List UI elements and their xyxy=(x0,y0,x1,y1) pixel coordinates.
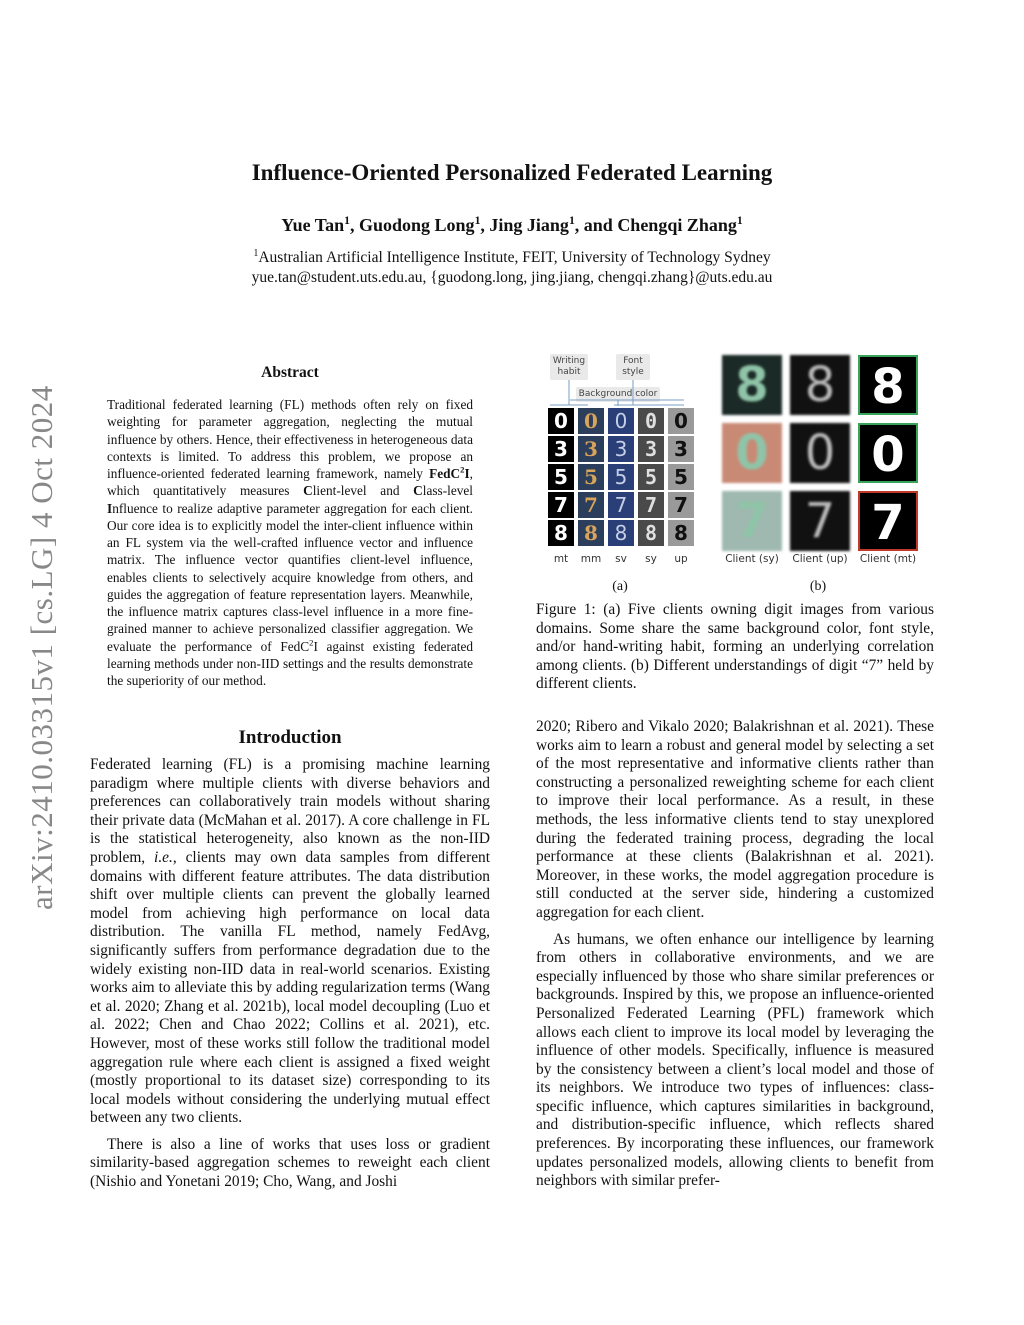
para-part: , clients may own data samples from different domains with different feature attributes. The data distribution shift over multiple clients can prevent the globally learned model from achieving high performance on local data distribution. The vanilla FL method, namely FedAvg, significantly suffers from performance degradation due to the widely existing non-IID data in real-world scenarios. Existing works aim to alleviate this by adding regularization terms (Wang et al. 2020; Zhang et al. 2021b), local model decoupling (Luo et al. 2022; Chen and Chao 2022; Collins et al. 2021), etc. However, most of these works still follow the traditional model aggregation rule where each client is assigned a fixed weight (mostly proportional to its dataset size) corresponding to its local models without considering the underlying mutual effect between any two clients. xyxy=(90,848,490,1127)
digit-thumbnail: 3 xyxy=(548,436,574,462)
affiliation xyxy=(0,248,1024,268)
client-labels xyxy=(722,553,922,567)
domain-label: sy xyxy=(645,553,657,565)
arxiv-identifier: arXiv:2410.03315v1 [cs.LG] 4 Oct 2024 xyxy=(24,385,59,910)
digit-thumbnail: 0 xyxy=(608,408,634,434)
abstract-part: lient-level and xyxy=(312,483,414,499)
abstract-part: lass-level xyxy=(422,483,473,499)
affil-sup: 1 xyxy=(253,247,259,259)
domain-label: mt xyxy=(553,553,569,565)
domain-label: up xyxy=(674,553,688,565)
client-digit-thumbnail: 8 xyxy=(722,355,782,415)
digit-thumbnail: 0 xyxy=(548,408,574,434)
client-digit-thumbnail: 7 xyxy=(858,491,918,551)
digit-grid-a xyxy=(548,408,694,548)
author-affil-sup: 1 xyxy=(736,214,743,227)
digit-thumbnail: 7 xyxy=(638,492,664,518)
digit-thumbnail: 0 xyxy=(668,408,694,434)
digit-thumbnail: 5 xyxy=(548,464,574,490)
digit-thumbnail: 5 xyxy=(638,464,664,490)
subfigure-b-label: (b) xyxy=(809,579,827,594)
method-sup: 2 xyxy=(460,464,465,475)
method-name-part: FedC xyxy=(429,466,461,481)
affiliation-text: Australian Artificial Intelligence Institute, FEIT, University of Technology Sydney xyxy=(258,249,771,266)
method-name xyxy=(429,466,470,481)
paragraph xyxy=(90,756,490,1128)
client-digit-thumbnail: 7 xyxy=(790,491,850,551)
domain-label: sv xyxy=(615,553,627,565)
abstract-part: nfluence to realize adaptive parameter aggregation for each client. Our core idea is to explicitly model the inter-client influence within an FL system via the well-crafted influence vector and influence matrix. The influence vector quantifies client-level influence, enables clients to selectively acquire knowledge from others, and guides the aggregation of feature representation layers. Meanwhile, the influence matrix captures class-level influence in a more fine-grained manner to achieve personalized classifier aggregation. We evaluate the performance of FedC xyxy=(107,500,473,654)
digit-thumbnail: 5 xyxy=(578,464,604,490)
abstract-heading: Abstract xyxy=(261,364,319,381)
right-column xyxy=(536,718,934,1191)
tag-font-style: Font style xyxy=(616,354,650,380)
client-digit-thumbnail: 8 xyxy=(858,355,918,415)
digit-thumbnail: 0 xyxy=(578,408,604,434)
abstract-part: I against existing federated learning methods under non-IID settings and the results demonstrate the superiority of our method. xyxy=(107,638,474,688)
paragraph: As humans, we often enhance our intelligence by learning from others in collaborative environments, and we are especially influenced by those who share similar preferences or backgrounds. Inspired by this, we propose an influence-oriented Personalized Federated Learning (PFL) framework which allows each client to improve its local model by leveraging the influence of other models. Specifically, influence is measured by the consistency between a client’s local model and those of its neighbors. We introduce two types of influences: class-specific influence, which captures similarities in background, and distribution-specific influence, which reflects shared preferences. By incorporating these influences, our framework updates personalized models, allowing clients to benefit from neighbors with similar prefer- xyxy=(536,930,934,1190)
author-affil-sup: 1 xyxy=(474,214,481,227)
domain-label: mm xyxy=(580,553,602,565)
digit-thumbnail: 5 xyxy=(608,464,634,490)
bold-letter: C xyxy=(303,483,313,499)
digit-thumbnail: 7 xyxy=(578,492,604,518)
bold-letter: I xyxy=(107,500,113,516)
italic-ie: i.e. xyxy=(154,848,173,866)
method-sup: 2 xyxy=(309,637,314,648)
digit-thumbnail: 3 xyxy=(668,436,694,462)
client-digit-thumbnail: 0 xyxy=(858,423,918,483)
tag-writing-habit: Writing habit xyxy=(550,354,588,380)
digit-thumbnail: 7 xyxy=(548,492,574,518)
client-label: Client (mt) xyxy=(859,553,917,565)
method-name-part: I xyxy=(464,466,470,481)
digit-thumbnail: 8 xyxy=(638,520,664,546)
figure-1 xyxy=(536,350,934,600)
digit-thumbnail: 8 xyxy=(668,520,694,546)
subfigure-a-label: (a) xyxy=(612,579,628,594)
digit-thumbnail: 5 xyxy=(668,464,694,490)
abstract-text xyxy=(107,396,473,689)
domain-labels xyxy=(548,553,694,567)
digit-thumbnail: 8 xyxy=(608,520,634,546)
author-list xyxy=(0,215,1024,236)
introduction-heading: Introduction xyxy=(238,727,342,748)
bold-letter: C xyxy=(413,483,423,499)
tag-background-color: Background color xyxy=(576,387,660,402)
digit-thumbnail: 3 xyxy=(608,436,634,462)
paragraph: There is also a line of works that uses loss or gradient similarity-based aggregation schemes to reweight each client (Nishio and Yonetani 2019; Cho, Wang, and Joshi xyxy=(90,1135,490,1191)
digit-thumbnail: 3 xyxy=(578,436,604,462)
digit-thumbnail: 7 xyxy=(608,492,634,518)
digit-thumbnail: 0 xyxy=(638,408,664,434)
digit-thumbnail: 8 xyxy=(548,520,574,546)
para-part: Federated learning (FL) is a promising machine learning paradigm where multiple clients with diverse behaviors and preferences can collaboratively train models without sharing their private data (McMahan et al. 2017). A core challenge in FL is the statistical heterogeneity, also known as the non-IID problem, xyxy=(90,756,490,866)
client-label: Client (up) xyxy=(792,553,848,565)
paper-title: Influence-Oriented Personalized Federated Learning xyxy=(251,160,773,185)
author-name: Yue Tan xyxy=(281,215,345,235)
author-affil-sup: 1 xyxy=(344,214,350,227)
abstract-part: Traditional federated learning (FL) methods often rely on fixed weighting for parameter aggregation, neglecting the mutual influence by others. Hence, their effectiveness in heterogeneous data contexts is limited. To address this problem, we propose an influence-oriented federated learning framework, namely xyxy=(107,397,473,481)
digit-thumbnail: 3 xyxy=(638,436,664,462)
author-separator: , xyxy=(480,215,490,235)
digit-thumbnail: 8 xyxy=(578,520,604,546)
client-digit-thumbnail: 7 xyxy=(722,491,782,551)
author-name: Chengqi Zhang xyxy=(617,215,737,235)
author-affil-sup: 1 xyxy=(568,214,575,227)
author-separator: , and xyxy=(574,215,618,235)
digit-grid-b xyxy=(722,355,922,555)
left-column xyxy=(90,756,490,1192)
author-emails: yue.tan@student.uts.edu.au, {guodong.long, jing.jiang, chengqi.zhang}@uts.edu.au xyxy=(251,269,773,286)
figure-caption: Figure 1: (a) Five clients owning digit images from various domains. Some share the same background color, font style, and/or hand-writing habit, forming an underlying correlation among clients. (b) Different understandings of digit “7” held by different clients. xyxy=(536,601,934,693)
author-name: Guodong Long xyxy=(359,215,475,235)
affiliation-block xyxy=(0,248,1024,288)
client-digit-thumbnail: 0 xyxy=(790,423,850,483)
paragraph: 2020; Ribero and Vikalo 2020; Balakrishnan et al. 2021). These works aim to learn a robust and general model by selecting a set of the most representative and informative clients rather than constructing a personalized reweighting scheme for each client to improve their local performance. As a result, in these methods, the less informative clients tend to stay unexplored during the federated training process, degrading the local performance at these clients (Balakrishnan et al. 2021). Moreover, in these works, the model aggregation procedure is still conducted at the server side, hindering a customized aggregation for each client. xyxy=(536,718,934,921)
author-name: Jing Jiang xyxy=(489,215,569,235)
client-label: Client (sy) xyxy=(725,553,779,565)
client-digit-thumbnail: 8 xyxy=(790,355,850,415)
author-separator: , xyxy=(350,215,359,235)
client-digit-thumbnail: 0 xyxy=(722,423,782,483)
digit-thumbnail: 7 xyxy=(668,492,694,518)
abstract-part: , which quantitatively measures xyxy=(107,466,473,499)
